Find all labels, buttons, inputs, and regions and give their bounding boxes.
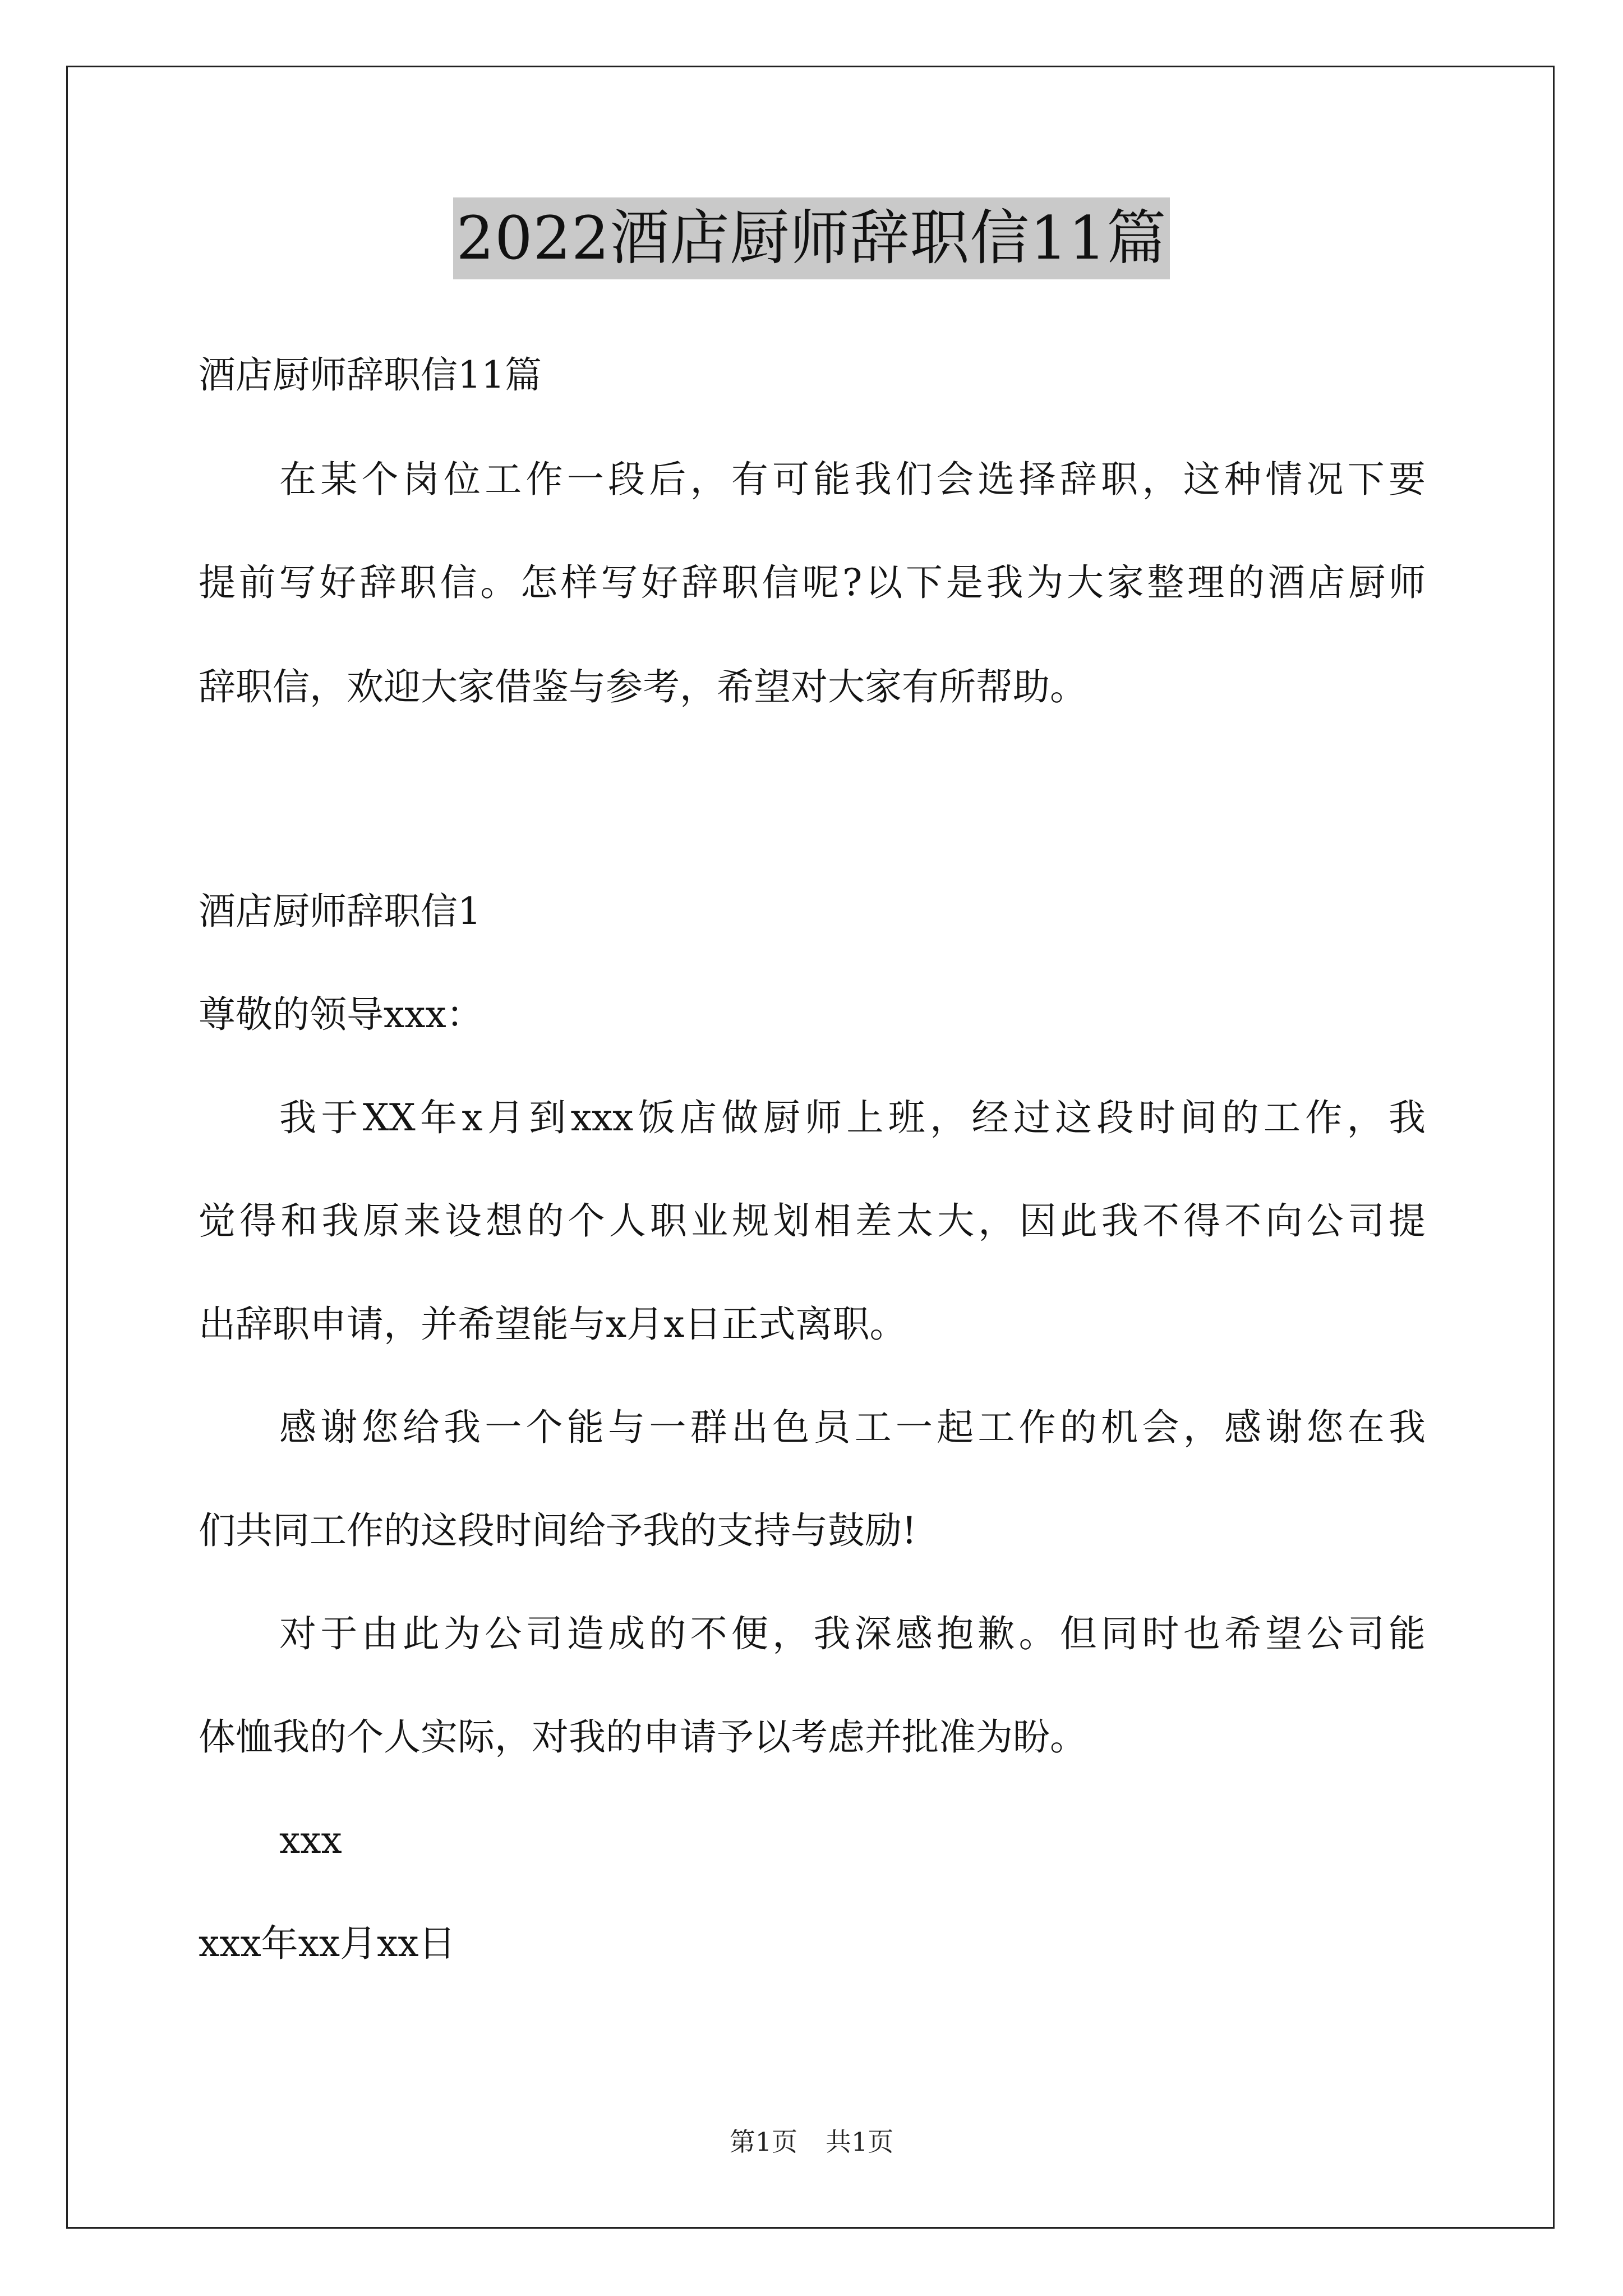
title-container xyxy=(0,197,1623,279)
signature: xxx xyxy=(279,1819,342,1862)
paragraph2-line-1: 感谢您给我一个能与一群出色员工一起工作的机会，感谢您在我 xyxy=(279,1406,1426,1449)
date-line: xxx年xx月xx日 xyxy=(199,1922,456,1965)
intro-line-1: 在某个岗位工作一段后，有可能我们会选择辞职，这种情况下要 xyxy=(279,458,1426,501)
paragraph1-line-2: 觉得和我原来设想的个人职业规划相差太大，因此我不得不向公司提 xyxy=(199,1199,1426,1243)
document-subtitle: 酒店厨师辞职信11篇 xyxy=(199,353,542,397)
paragraph3-line-1: 对于由此为公司造成的不便，我深感抱歉。但同时也希望公司能 xyxy=(279,1612,1426,1655)
salutation: 尊敬的领导xxx： xyxy=(199,993,483,1036)
paragraph3-line-2: 体恤我的个人实际，对我的申请予以考虑并批准为盼。 xyxy=(199,1715,1087,1759)
page-footer xyxy=(0,2124,1623,2160)
page-total: 共1页 xyxy=(826,2127,894,2157)
paragraph1-line-3: 出辞职申请，并希望能与x月x日正式离职。 xyxy=(199,1303,907,1346)
intro-line-2: 提前写好辞职信。怎样写好辞职信呢?以下是我为大家整理的酒店厨师 xyxy=(199,561,1426,604)
document-title: 2022酒店厨师辞职信11篇 xyxy=(453,197,1170,279)
paragraph2-line-2: 们共同工作的这段时间给予我的支持与鼓励! xyxy=(199,1509,917,1552)
letter-heading: 酒店厨师辞职信1 xyxy=(199,890,481,933)
intro-line-3: 辞职信，欢迎大家借鉴与参考，希望对大家有所帮助。 xyxy=(199,665,1087,708)
paragraph1-line-1: 我于XX年x月到xxx饭店做厨师上班，经过这段时间的工作，我 xyxy=(279,1096,1426,1139)
page-current: 第1页 xyxy=(729,2127,797,2157)
